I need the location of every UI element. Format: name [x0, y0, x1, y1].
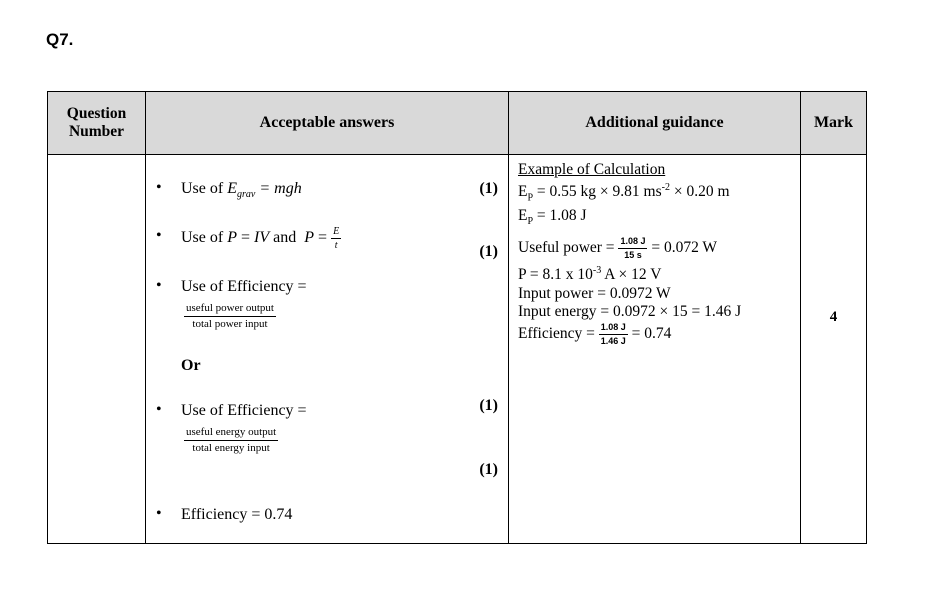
answer-5: Efficiency = 0.74: [181, 506, 293, 523]
header-row: [48, 92, 867, 155]
guidance-line-3: Useful power = $\frac{1.08 J}{15 s}$ = 0.072 W: [518, 236, 718, 261]
or-label: Or: [181, 357, 201, 374]
answer-1: Use of $E_{grav}$ = mgh: [181, 180, 302, 201]
total-mark: 4: [829, 309, 838, 325]
fraction-e-over-t: $\frac{E}{t}$: [333, 226, 340, 251]
mark-cell: [801, 155, 867, 544]
bullet-2: •: [156, 227, 162, 244]
answer-3: Use of Efficiency =: [181, 278, 307, 295]
answer-2: Use of P = IV and P = $\frac{E}{t}$: [181, 226, 340, 251]
additional-guidance-cell: [509, 155, 801, 544]
mark-scheme-table: [47, 91, 867, 544]
answer-4: Use of Efficiency =: [181, 402, 307, 419]
guidance-line-6: Input energy = 0.0972 × 15 = 1.46 J: [518, 302, 742, 320]
calculation-example: [518, 161, 741, 348]
bullet-4: •: [156, 401, 162, 418]
guidance-line-5: Input power = 0.0972 W: [518, 284, 671, 302]
guidance-line-4: P = 8.1 x $10^{-3}$ A × 12 V: [518, 265, 662, 284]
mark-2: (1): [479, 243, 498, 260]
bullet-1: •: [156, 179, 162, 196]
question-label: Q7.: [46, 30, 74, 49]
bullet-5: •: [156, 505, 162, 522]
bullet-3: •: [156, 277, 162, 294]
header-mark: Mark: [801, 92, 867, 155]
question-number-cell: [48, 155, 146, 544]
header-acceptable-answers: Acceptable answers: [146, 92, 509, 155]
guidance-line-1: $E_P = 0.55$ kg × 9.81 $ms^{-2} \times 0.20$ m: [518, 182, 730, 204]
guidance-heading: Example of Calculation: [518, 161, 666, 178]
mark-1: (1): [479, 180, 498, 197]
fraction-useful-power: $\frac{1.08 J}{15 s}$: [620, 236, 646, 261]
mark-4: (1): [479, 461, 498, 478]
fraction-efficiency: $\frac{1.08 J}{1.46 J}$: [600, 321, 626, 346]
formula-egrav: $E_{grav}$ = mgh: [227, 180, 302, 201]
mark-3: (1): [479, 397, 498, 414]
fraction-power: useful power output total power input: [186, 302, 274, 330]
fraction-energy: useful energy output total energy input: [186, 426, 277, 454]
guidance-line-7: Efficiency = $\frac{1.08 J}{1.46 J}$ = 0.74: [518, 321, 672, 346]
answer-row: [48, 155, 867, 544]
acceptable-answers-cell: [146, 155, 509, 544]
guidance-line-2: $E_P = 1.08$ J: [518, 207, 587, 228]
header-question-number: Question Number: [48, 92, 146, 155]
header-additional-guidance: Additional guidance: [509, 92, 801, 155]
